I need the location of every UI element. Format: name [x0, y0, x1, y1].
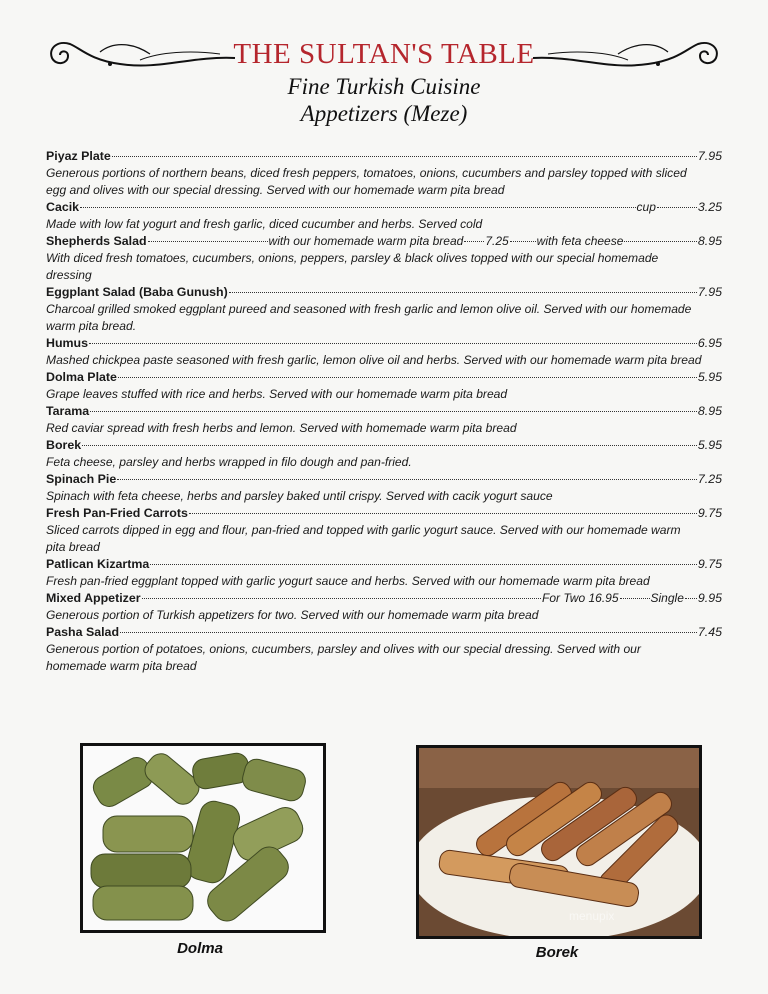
item-option-price: 7.25 — [485, 234, 509, 248]
item-option: For Two 16.95 — [542, 591, 619, 605]
item-name: Spinach Pie — [46, 472, 117, 486]
item-name: Fresh Pan-Fried Carrots — [46, 506, 188, 520]
item-description: Made with low fat yogurt and fresh garlic, diced cucumber and herbs. Served cold — [46, 217, 483, 231]
menu-item — [46, 624, 722, 675]
dolma-photo — [80, 743, 326, 933]
borek-photo — [416, 745, 702, 939]
item-description: Mashed chickpea paste seasoned with fresh garlic, lemon olive oil and herbs. Served with our homemade warm pita bread — [46, 353, 702, 367]
item-name: Patlican Kizartma — [46, 557, 150, 571]
menu-item — [46, 505, 722, 556]
appetizer-menu — [46, 148, 722, 675]
item-description: Charcoal grilled smoked eggplant pureed and seasoned with fresh garlic and lemon olive oil. Served with our homemade warm pita bread. — [46, 302, 692, 333]
menu-item — [46, 403, 722, 437]
item-size-label: cup — [636, 200, 656, 214]
item-name: Borek — [46, 438, 82, 452]
menu-header — [0, 0, 768, 130]
item-price: 7.95 — [697, 149, 722, 163]
cuisine-subtitle: Fine Turkish Cuisine — [287, 74, 481, 99]
item-name: Eggplant Salad (Baba Gunush) — [46, 285, 228, 299]
item-description: Generous portion of Turkish appetizers for two. Served with our homemade warm pita bread — [46, 608, 539, 622]
item-price: 7.95 — [697, 285, 722, 299]
item-name: Tarama — [46, 404, 90, 418]
item-option: Single — [650, 591, 684, 605]
item-description: Fresh pan-fried eggplant topped with garlic yogurt sauce and herbs. Served with our homemade warm pita bread — [46, 574, 650, 588]
menu-item — [46, 556, 722, 590]
item-option: with our homemade warm pita bread — [268, 234, 464, 248]
item-price: 8.95 — [697, 234, 722, 248]
item-price: 9.75 — [697, 557, 722, 571]
item-price: 8.95 — [697, 404, 722, 418]
menu-item — [46, 199, 722, 233]
watermark-text: menupix — [569, 909, 615, 923]
item-name: Dolma Plate — [46, 370, 117, 384]
section-title: Appetizers (Meze) — [300, 101, 468, 126]
item-price: 9.75 — [697, 506, 722, 520]
item-description: Spinach with feta cheese, herbs and parsley baked until crispy. Served with cacik yogurt sauce — [46, 489, 553, 503]
item-description: Feta cheese, parsley and herbs wrapped in filo dough and pan-fried. — [46, 455, 412, 469]
item-price: 6.95 — [697, 336, 722, 350]
item-name: Cacik — [46, 200, 80, 214]
menu-item — [46, 471, 722, 505]
restaurant-title: THE SULTAN'S TABLE — [233, 38, 535, 70]
menu-item — [46, 369, 722, 403]
item-name: Piyaz Plate — [46, 149, 111, 163]
item-description: Grape leaves stuffed with rice and herbs. Served with our homemade warm pita bread — [46, 387, 508, 401]
item-price: 5.95 — [697, 370, 722, 384]
item-name: Humus — [46, 336, 88, 350]
menu-item — [46, 148, 722, 199]
item-price: 5.95 — [697, 438, 722, 452]
menu-item — [46, 233, 722, 284]
item-name: Mixed Appetizer — [46, 591, 141, 605]
item-name: Pasha Salad — [46, 625, 120, 639]
item-price: 7.45 — [697, 625, 722, 639]
item-description: Sliced carrots dipped in egg and flour, pan-fried and topped with garlic yogurt sauce. Served with our homemade warm pita bread — [46, 523, 681, 554]
item-description: With diced fresh tomatoes, cucumbers, onions, peppers, parsley & black olives topped with our special homemade dressing — [46, 251, 659, 282]
item-option: with feta cheese — [536, 234, 624, 248]
item-description: Red caviar spread with fresh herbs and lemon. Served with homemade warm pita bread — [46, 421, 517, 435]
borek-caption: Borek — [535, 944, 579, 961]
dolma-caption: Dolma — [177, 940, 223, 957]
menu-item — [46, 437, 722, 471]
menu-item — [46, 335, 722, 369]
item-description: Generous portion of potatoes, onions, cucumbers, parsley and olives with our special dressing. Served with our homemade warm pita bread — [46, 642, 641, 673]
item-description: Generous portions of northern beans, diced fresh peppers, tomatoes, onions, cucumbers and parsley topped with sliced egg and olives with our special dressing. Served with our homemade warm pita bread — [46, 166, 687, 197]
item-price: 7.25 — [697, 472, 722, 486]
menu-item — [46, 590, 722, 624]
item-price: 9.95 — [697, 591, 722, 605]
item-name: Shepherds Salad — [46, 234, 147, 248]
item-price: 3.25 — [697, 200, 722, 214]
menu-item — [46, 284, 722, 335]
